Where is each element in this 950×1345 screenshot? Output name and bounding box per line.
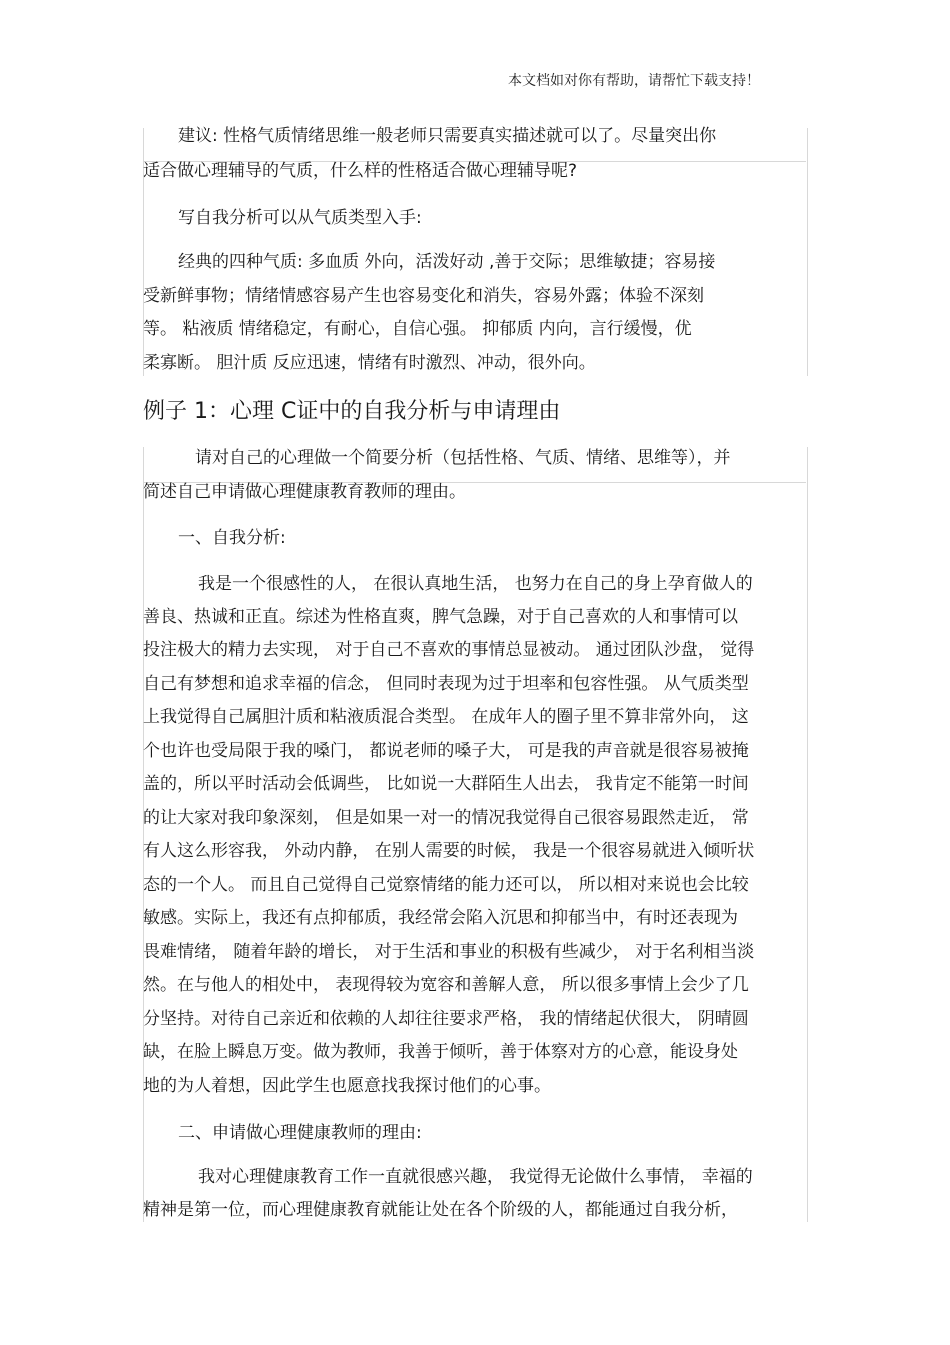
temperament-line-3: 等。 粘液质 情绪稳定，有耐心，自信心强。 抑郁质 内向，言行缓慢，优 xyxy=(143,319,692,339)
temperament-line-4: 柔寡断。 胆汁质 反应迅速，情绪有时激烈、冲动，很外向。 xyxy=(143,353,596,373)
section-1-title: 一、自我分析: xyxy=(178,528,286,548)
advice-line-1: 建议: 性格气质情绪思维一般老师只需要真实描述就可以了。尽量突出你 xyxy=(178,126,717,146)
prompt-line-2: 简述自己申请做心理健康教育教师的理由。 xyxy=(143,482,466,502)
example-title: 例子 1：心理 C证中的自我分析与申请理由 xyxy=(143,399,561,424)
prompt-line-1: 请对自己的心理做一个简要分析（包括性格、气质、情绪、思维等），并 xyxy=(195,448,731,468)
download-note: 本文档如对你有帮助，请帮忙下载支持！ xyxy=(508,73,760,89)
temperament-line-2: 受新鲜事物；情绪情感容易产生也容易变化和消失，容易外露；体验不深刻 xyxy=(143,286,704,306)
temperament-line-1: 经典的四种气质: 多血质 外向，活泼好动 ,善于交际；思维敏捷；容易接 xyxy=(178,252,716,272)
paragraph-line: 个也许也受局限于我的嗓门， 都说老师的嗓子大， 可是我的声音就是很容易被掩 xyxy=(143,741,749,761)
paragraph-line: 然。在与他人的相处中， 表现得较为宽容和善解人意， 所以很多事情上会少了几 xyxy=(143,975,749,995)
paragraph-line: 上我觉得自己属胆汁质和粘液质混合类型。 在成年人的圈子里不算非常外向， 这 xyxy=(143,707,749,727)
paragraph-line: 自己有梦想和追求幸福的信念， 但同时表现为过于坦率和包容性强。 从气质类型 xyxy=(143,674,749,694)
example-box xyxy=(143,447,808,1222)
paragraph-line: 畏难情绪， 随着年龄的增长， 对于生活和事业的积极有些减少， 对于名利相当淡 xyxy=(143,942,755,962)
section-2-title: 二、申请做心理健康教师的理由: xyxy=(178,1123,422,1143)
paragraph-line: 精神是第一位，而心理健康教育就能让处在各个阶级的人，都能通过自我分析， xyxy=(143,1200,738,1220)
paragraph-line: 敏感。实际上，我还有点抑郁质，我经常会陷入沉思和抑郁当中，有时还表现为 xyxy=(143,908,738,928)
advice-line-2: 适合做心理辅导的气质，什么样的性格适合做心理辅导呢? xyxy=(143,161,578,181)
paragraph-line: 投注极大的精力去实现， 对于自己不喜欢的事情总显被动。 通过团队沙盘， 觉得 xyxy=(143,640,755,660)
paragraph-line: 我对心理健康教育工作一直就很感兴趣， 我觉得无论做什么事情， 幸福的 xyxy=(198,1167,753,1187)
paragraph-line: 缺，在脸上瞬息万变。做为教师，我善于倾听，善于体察对方的心意，能设身处 xyxy=(143,1042,738,1062)
paragraph-line: 有人这么形容我， 外动内静， 在别人需要的时候， 我是一个很容易就进入倾听状 xyxy=(143,841,755,861)
paragraph-line: 态的一个人。 而且自己觉得自己觉察情绪的能力还可以， 所以相对来说也会比较 xyxy=(143,875,749,895)
paragraph-line: 地的为人着想，因此学生也愿意找我探讨他们的心事。 xyxy=(143,1076,551,1096)
paragraph-line: 我是一个很感性的人， 在很认真地生活， 也努力在自己的身上孕育做人的 xyxy=(198,574,753,594)
analysis-start-line: 写自我分析可以从气质类型入手: xyxy=(178,208,422,228)
paragraph-line: 善良、热诚和正直。综述为性格直爽，脾气急躁，对于自己喜欢的人和事情可以 xyxy=(143,607,738,627)
paragraph-line: 的让大家对我印象深刻， 但是如果一对一的情况我觉得自己很容易跟然走近， 常 xyxy=(143,808,749,828)
paragraph-line: 盖的，所以平时活动会低调些， 比如说一大群陌生人出去， 我肯定不能第一时间 xyxy=(143,774,749,794)
paragraph-line: 分坚持。对待自己亲近和依赖的人却往往要求严格， 我的情绪起伏很大， 阴晴圆 xyxy=(143,1009,749,1029)
